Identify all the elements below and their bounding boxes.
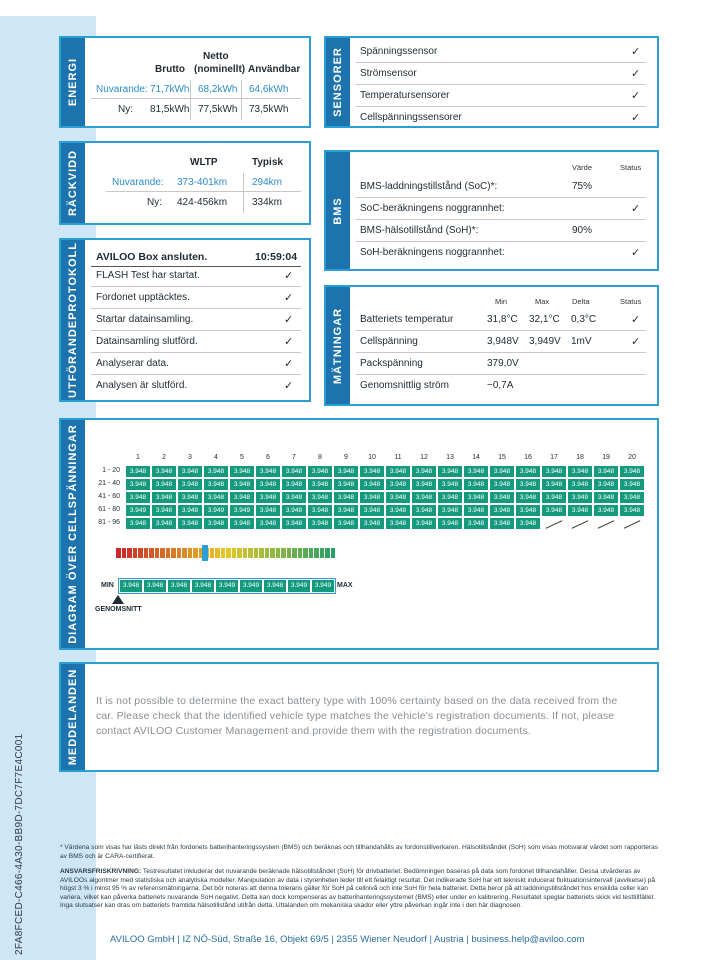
cell-voltage: 3.948 xyxy=(594,479,618,490)
energi-row-label: Nuvarande: xyxy=(96,84,148,95)
cell-voltage: 3.948 xyxy=(386,466,410,477)
header-delta: Delta xyxy=(572,297,590,306)
check-icon: ✓ xyxy=(631,247,641,259)
protokoll-title: AVILOO Box ansluten. xyxy=(96,251,208,263)
column-number: 17 xyxy=(550,454,558,461)
cell-voltage: 3.948 xyxy=(282,479,306,490)
sensorer-label: SENSORER xyxy=(326,38,350,126)
gradient-segment xyxy=(232,548,237,558)
rackvidd-typisk: 294km xyxy=(252,177,283,188)
cell-voltage: 3.948 xyxy=(230,492,254,503)
check-icon: ✓ xyxy=(631,314,641,326)
min-label: MIN xyxy=(101,582,114,589)
header-brutto: Brutto xyxy=(155,64,185,75)
cell-voltage: 3.948 xyxy=(334,479,358,490)
cell-voltage: 3.948 xyxy=(438,505,462,516)
cell-voltage: 3.948 xyxy=(412,466,436,477)
cell-voltage: 3.948 xyxy=(282,505,306,516)
disclaimer-title: ANSVARSFRISKRIVNING: xyxy=(60,868,142,875)
gradient-segment xyxy=(237,548,242,558)
cell-voltage: 3.948 xyxy=(438,466,462,477)
header-varde: Värde xyxy=(572,163,593,172)
measurement-label: Batteriets temperatur xyxy=(360,314,454,325)
divider xyxy=(91,98,301,99)
column-number: 9 xyxy=(344,454,348,461)
gradient-segment xyxy=(138,548,143,558)
range-value: 3.949 xyxy=(240,580,262,592)
cell-voltage: 3.948 xyxy=(126,492,150,503)
gradient-segment xyxy=(287,548,292,558)
sensor-item: Cellspänningssensorer xyxy=(360,112,462,123)
cell-voltage: 3.948 xyxy=(308,492,332,503)
cell-voltage: 3.948 xyxy=(256,466,280,477)
bms-row-value: 90% xyxy=(572,225,593,236)
divider xyxy=(91,352,301,353)
cell-voltage: 3.949 xyxy=(568,492,592,503)
cell-voltage: 3.948 xyxy=(126,518,150,529)
gradient-segment xyxy=(215,548,220,558)
gradient-segment xyxy=(292,548,297,558)
range-value: 3.949 xyxy=(216,580,238,592)
cell-voltage: 3.948 xyxy=(152,518,176,529)
cell-voltage: 3.948 xyxy=(308,466,332,477)
empty-cell-dash xyxy=(598,520,615,529)
column-number: 13 xyxy=(446,454,454,461)
cell-voltage: 3.948 xyxy=(412,492,436,503)
cell-voltage: 3.948 xyxy=(464,466,488,477)
cell-voltage: 3.948 xyxy=(542,492,566,503)
energi-anvandbar: 73,5kWh xyxy=(249,104,289,115)
cell-voltage: 3.948 xyxy=(282,466,306,477)
measurement-min: 3,948V xyxy=(487,336,519,347)
divider xyxy=(356,374,646,375)
range-value: 3.948 xyxy=(144,580,166,592)
divider xyxy=(241,80,242,120)
cell-voltage: 3.948 xyxy=(152,492,176,503)
column-number: 6 xyxy=(266,454,270,461)
matningar-label: MÄTNINGAR xyxy=(326,287,350,404)
gradient-segment xyxy=(171,548,176,558)
divider xyxy=(91,330,301,331)
cell-voltage: 3.948 xyxy=(386,492,410,503)
range-value: 3.949 xyxy=(312,580,334,592)
gradient-segment xyxy=(116,548,121,558)
gradient-segment xyxy=(320,548,325,558)
gradient-segment xyxy=(259,548,264,558)
protokoll-item: Datainsamling slutförd. xyxy=(96,336,198,347)
column-number: 7 xyxy=(292,454,296,461)
gradient-segment xyxy=(303,548,308,558)
energi-row-label: Ny: xyxy=(118,104,133,115)
cell-voltage: 3.948 xyxy=(308,518,332,529)
cell-voltage: 3.948 xyxy=(204,479,228,490)
bms-panel xyxy=(324,150,659,271)
voltage-gradient-bar xyxy=(116,548,336,558)
check-icon: ✓ xyxy=(631,90,641,102)
cell-voltage: 3.948 xyxy=(360,466,384,477)
rackvidd-label: RÄCKVIDD xyxy=(61,143,85,223)
matningar-panel xyxy=(324,285,659,406)
sensor-item: Strömsensor xyxy=(360,68,417,79)
cell-voltage: 3.948 xyxy=(412,518,436,529)
measurement-delta: 1mV xyxy=(571,336,592,347)
cell-voltage: 3.949 xyxy=(204,505,228,516)
divider xyxy=(91,308,301,309)
gradient-segment xyxy=(325,548,330,558)
column-number: 16 xyxy=(524,454,532,461)
cell-voltage: 3.948 xyxy=(516,518,540,529)
protokoll-item: Startar datainsamling. xyxy=(96,314,194,325)
cell-voltage: 3.948 xyxy=(360,518,384,529)
cell-voltage: 3.949 xyxy=(126,505,150,516)
check-icon: ✓ xyxy=(631,203,641,215)
sensorer-panel xyxy=(324,36,659,128)
cell-voltage: 3.948 xyxy=(256,492,280,503)
gradient-marker xyxy=(202,545,208,561)
gradient-segment xyxy=(166,548,171,558)
cell-voltage: 3.948 xyxy=(464,518,488,529)
cell-voltage: 3.948 xyxy=(620,505,644,516)
cell-voltage: 3.948 xyxy=(126,466,150,477)
divider xyxy=(91,286,301,287)
check-icon: ✓ xyxy=(284,380,294,392)
cell-voltage: 3.948 xyxy=(334,492,358,503)
rackvidd-typisk: 334km xyxy=(252,197,283,208)
footer: AVILOO GmbH | IZ NÖ-Süd, Straße 16, Objekt 69/5 | 2355 Wiener Neudorf | Austria | business.help@aviloo.com xyxy=(110,934,585,945)
measurement-max: 3,949V xyxy=(529,336,561,347)
measurement-max: 32,1°C xyxy=(529,314,560,325)
disclaimer-text: Testresultatet inkluderar det nuvarande beräknade hälsotillståndet (SoH) för drivbatteriet. Bedömningen baseras på data som fordonet tillhandahåller. Dessa utvärderas av AVILOOs algoritmer med statistiska och analytiska modeller. Manipulation av data i styrenheten leder till ett felaktigt resultat. Det indikerade SoH har ett tekniskt inducerat fluktuationsintervall (avvikelse) på högst 3 % i minst 95 % av referensmätningarna. Det bör noteras att denna tolerans gäller för SoH på cellnivå och inte SoH för hela batteriet. Detta beror på att laddningstillståndet hos enskilda celler kan variera, vilket kan påverka batteriets nuvarande SoH negativt. Detta kan dock kompenseras av batterihanteringssystemet (BMS) eller under en kalibrering. Resultatet speglar batteriets skick vid testtillfället. Inga slutsatser kan dras om batteriets framtida hälsotillstånd utifrån detta. Uttalanden om mekaniska skador eller yttre påverkan ingår inte i den här diagnosen. xyxy=(60,868,656,910)
cell-voltage: 3.948 xyxy=(360,492,384,503)
measurement-min: 31,8°C xyxy=(487,314,518,325)
message-text: It is not possible to determine the exact battery type with 100% certainty based on the data received from the car. Please check that the identified vehicle type matches the vehicle's registration documents. If not, please contact AVILOO Customer Management and provide them with the registration documents. xyxy=(96,695,618,737)
cell-voltage: 3.948 xyxy=(516,505,540,516)
gradient-segment xyxy=(281,548,286,558)
row-label: 61 - 80 xyxy=(98,506,120,513)
empty-cell-dash xyxy=(624,520,641,529)
divider xyxy=(356,219,646,220)
measurement-label: Packspänning xyxy=(360,358,423,369)
cell-voltage: 3.948 xyxy=(334,505,358,516)
gradient-segment xyxy=(127,548,132,558)
divider xyxy=(91,374,301,375)
meddelanden-panel xyxy=(59,662,659,772)
diagram-label: DIAGRAM ÖVER CELLSPÄNNINGAR xyxy=(61,420,85,648)
energi-label: ENERGI xyxy=(61,38,85,126)
energi-brutto: 71,7kWh xyxy=(150,84,190,95)
energi-netto: 68,2kWh xyxy=(198,84,238,95)
gradient-segment xyxy=(314,548,319,558)
column-number: 11 xyxy=(394,454,402,461)
cell-voltage: 3.948 xyxy=(490,505,514,516)
rackvidd-row-label: Ny: xyxy=(147,197,162,208)
column-number: 3 xyxy=(188,454,192,461)
check-icon: ✓ xyxy=(284,314,294,326)
header-status: Status xyxy=(620,163,642,172)
divider xyxy=(356,197,646,198)
cell-voltage: 3.948 xyxy=(594,505,618,516)
top-margin xyxy=(0,0,96,16)
range-value: 3.949 xyxy=(288,580,310,592)
column-number: 4 xyxy=(214,454,218,461)
cell-voltage: 3.948 xyxy=(490,479,514,490)
divider xyxy=(356,330,646,331)
meddelanden-label: MEDDELANDEN xyxy=(61,664,85,770)
cell-voltage: 3.948 xyxy=(438,518,462,529)
gradient-segment xyxy=(155,548,160,558)
cell-voltage: 3.948 xyxy=(412,479,436,490)
column-number: 10 xyxy=(368,454,376,461)
max-label: MAX xyxy=(337,582,353,589)
row-label: 21 - 40 xyxy=(98,480,120,487)
cell-voltage: 3.948 xyxy=(464,505,488,516)
sensor-item: Temperatursensorer xyxy=(360,90,450,101)
cell-voltage: 3.948 xyxy=(334,466,358,477)
gradient-segment xyxy=(298,548,303,558)
cell-voltage: 3.948 xyxy=(152,505,176,516)
cell-voltage: 3.948 xyxy=(230,479,254,490)
cell-voltage: 3.948 xyxy=(178,505,202,516)
row-label: 81 - 96 xyxy=(98,519,120,526)
rackvidd-wltp: 373-401km xyxy=(177,177,228,188)
gradient-segment xyxy=(243,548,248,558)
header-anvandbar: Användbar xyxy=(248,64,301,75)
cell-voltage: 3.948 xyxy=(178,492,202,503)
row-label: 1 - 20 xyxy=(102,467,120,474)
gradient-segment xyxy=(270,548,275,558)
protokoll-item: Fordonet upptäcktes. xyxy=(96,292,190,303)
column-number: 1 xyxy=(136,454,140,461)
measurement-label: Cellspänning xyxy=(360,336,418,347)
check-icon: ✓ xyxy=(631,336,641,348)
measurement-min: −0,7A xyxy=(487,380,514,391)
column-number: 8 xyxy=(318,454,322,461)
cell-voltage: 3.948 xyxy=(282,518,306,529)
protokoll-item: Analyserar data. xyxy=(96,358,169,369)
divider xyxy=(356,352,646,353)
bms-row-label: BMS-hälsotillstånd (SoH)*: xyxy=(360,225,479,236)
cell-voltage: 3.948 xyxy=(152,466,176,477)
disclaimer xyxy=(60,868,660,911)
header-status: Status xyxy=(620,297,642,306)
gradient-segment xyxy=(221,548,226,558)
energi-netto: 77,5kWh xyxy=(198,104,238,115)
cell-voltage: 3.948 xyxy=(126,479,150,490)
bms-row-value: 75% xyxy=(572,181,593,192)
cell-voltage: 3.948 xyxy=(620,492,644,503)
cell-voltage: 3.948 xyxy=(490,492,514,503)
cell-voltage: 3.948 xyxy=(490,518,514,529)
cell-voltage: 3.948 xyxy=(516,466,540,477)
header-max: Max xyxy=(535,297,550,306)
measurement-label: Genomsnittlig ström xyxy=(360,380,449,391)
cell-voltage: 3.948 xyxy=(516,479,540,490)
average-label: GENOMSNITT xyxy=(95,606,142,613)
cell-voltage: 3.948 xyxy=(204,518,228,529)
divider xyxy=(356,62,646,63)
column-number: 19 xyxy=(602,454,610,461)
protokoll-item: FLASH Test har startat. xyxy=(96,270,200,281)
gradient-segment xyxy=(133,548,138,558)
cell-voltage: 3.948 xyxy=(620,466,644,477)
divider xyxy=(356,106,646,107)
divider xyxy=(356,241,646,242)
energi-panel xyxy=(59,36,311,128)
cell-voltage: 3.948 xyxy=(256,505,280,516)
cell-voltage: 3.948 xyxy=(360,505,384,516)
protokoll-label: UTFÖRANDEPROTOKOLL xyxy=(61,240,85,400)
rackvidd-row-label: Nuvarande: xyxy=(112,177,164,188)
check-icon: ✓ xyxy=(284,336,294,348)
rackvidd-panel xyxy=(59,141,311,225)
range-value: 3.948 xyxy=(120,580,142,592)
cell-voltage: 3.948 xyxy=(438,492,462,503)
header-typisk: Typisk xyxy=(252,157,283,168)
divider xyxy=(91,266,301,267)
gradient-segment xyxy=(331,548,336,558)
cell-voltage: 3.948 xyxy=(490,466,514,477)
average-marker-icon xyxy=(112,595,124,604)
header-netto: Netto xyxy=(203,51,229,62)
cell-voltage: 3.948 xyxy=(308,479,332,490)
column-number: 18 xyxy=(576,454,584,461)
divider xyxy=(356,84,646,85)
bms-row-label: SoH-beräkningens noggrannhet: xyxy=(360,247,505,258)
check-icon: ✓ xyxy=(631,112,641,124)
check-icon: ✓ xyxy=(284,292,294,304)
gradient-segment xyxy=(144,548,149,558)
protokoll-panel xyxy=(59,238,311,402)
cell-voltage: 3.948 xyxy=(594,466,618,477)
cell-voltage: 3.948 xyxy=(334,518,358,529)
cell-voltage: 3.948 xyxy=(178,466,202,477)
diagram-panel xyxy=(59,418,659,650)
footnote: * Värdena som visas har lästs direkt från fordonets batterihanteringssystem (BMS) och beräknas och tillhandahålls av fordonstillverkaren. Hälsotillståndet (SoH) som visas motsvarar värdet som rapporteras av BMS och är CARA-certifierat. xyxy=(60,844,659,860)
cell-voltage: 3.948 xyxy=(542,479,566,490)
cell-voltage: 3.948 xyxy=(178,479,202,490)
bms-label: BMS xyxy=(326,152,350,269)
cell-voltage: 3.948 xyxy=(230,518,254,529)
cell-voltage: 3.948 xyxy=(412,505,436,516)
row-label: 41 - 60 xyxy=(98,493,120,500)
divider xyxy=(106,191,301,192)
cell-voltage: 3.948 xyxy=(386,479,410,490)
gradient-segment xyxy=(265,548,270,558)
check-icon: ✓ xyxy=(631,46,641,58)
cell-voltage: 3.948 xyxy=(360,479,384,490)
range-value: 3.948 xyxy=(168,580,190,592)
divider xyxy=(190,80,191,120)
cell-voltage: 3.948 xyxy=(230,466,254,477)
cell-voltage: 3.948 xyxy=(256,479,280,490)
gradient-segment xyxy=(122,548,127,558)
cell-voltage: 3.948 xyxy=(282,492,306,503)
cell-voltage: 3.948 xyxy=(204,466,228,477)
check-icon: ✓ xyxy=(631,68,641,80)
cell-voltage: 3.948 xyxy=(464,492,488,503)
document-id: 2FA8FCED-C466-4A30-BB9D-7DC7F7E4C001 xyxy=(14,733,25,955)
column-number: 14 xyxy=(472,454,480,461)
gradient-segment xyxy=(276,548,281,558)
range-value: 3.948 xyxy=(192,580,214,592)
header-netto-sub: (nominellt) xyxy=(194,64,246,75)
gradient-segment xyxy=(254,548,259,558)
cell-voltage: 3.948 xyxy=(204,492,228,503)
gradient-segment xyxy=(182,548,187,558)
check-icon: ✓ xyxy=(284,270,294,282)
bms-row-label: SoC-beräkningens noggrannhet: xyxy=(360,203,505,214)
column-number: 15 xyxy=(498,454,506,461)
cell-voltage: 3.948 xyxy=(516,492,540,503)
cell-voltage: 3.948 xyxy=(542,505,566,516)
column-number: 20 xyxy=(628,454,636,461)
energi-anvandbar: 64,6kWh xyxy=(249,84,289,95)
energi-brutto: 81,5kWh xyxy=(150,104,190,115)
gradient-segment xyxy=(149,548,154,558)
cell-voltage: 3.948 xyxy=(568,466,592,477)
cell-voltage: 3.949 xyxy=(230,505,254,516)
gradient-segment xyxy=(309,548,314,558)
protokoll-item: Analysen är slutförd. xyxy=(96,380,188,391)
gradient-segment xyxy=(177,548,182,558)
cell-voltage: 3.948 xyxy=(152,479,176,490)
gradient-segment xyxy=(188,548,193,558)
cell-voltage: 3.948 xyxy=(620,479,644,490)
cell-voltage: 3.948 xyxy=(256,518,280,529)
header-wltp: WLTP xyxy=(190,157,218,168)
measurement-delta: 0,3°C xyxy=(571,314,597,325)
header-min: Min xyxy=(495,297,508,306)
divider xyxy=(243,173,244,213)
measurement-min: 379,0V xyxy=(487,358,519,369)
bms-row-label: BMS-laddningstillstånd (SoC)*: xyxy=(360,181,498,192)
protokoll-time: 10:59:04 xyxy=(255,251,298,263)
gradient-segment xyxy=(226,548,231,558)
cell-voltage: 3.948 xyxy=(568,505,592,516)
cell-voltage: 3.948 xyxy=(568,479,592,490)
rackvidd-wltp: 424-456km xyxy=(177,197,228,208)
gradient-segment xyxy=(248,548,253,558)
gradient-segment xyxy=(210,548,215,558)
cell-voltage: 3.948 xyxy=(464,479,488,490)
cell-voltage: 3.948 xyxy=(542,466,566,477)
gradient-segment xyxy=(193,548,198,558)
check-icon: ✓ xyxy=(284,358,294,370)
cell-voltage: 3.948 xyxy=(308,505,332,516)
cell-voltage: 3.948 xyxy=(438,479,462,490)
column-number: 5 xyxy=(240,454,244,461)
empty-cell-dash xyxy=(572,520,589,529)
sensor-item: Spänningssensor xyxy=(360,46,438,57)
empty-cell-dash xyxy=(546,520,563,529)
cell-voltage: 3.948 xyxy=(386,505,410,516)
cell-voltage: 3.948 xyxy=(594,492,618,503)
cell-voltage: 3.948 xyxy=(386,518,410,529)
cell-voltage: 3.948 xyxy=(178,518,202,529)
column-number: 12 xyxy=(420,454,428,461)
range-value: 3.948 xyxy=(264,580,286,592)
column-number: 2 xyxy=(162,454,166,461)
gradient-segment xyxy=(160,548,165,558)
